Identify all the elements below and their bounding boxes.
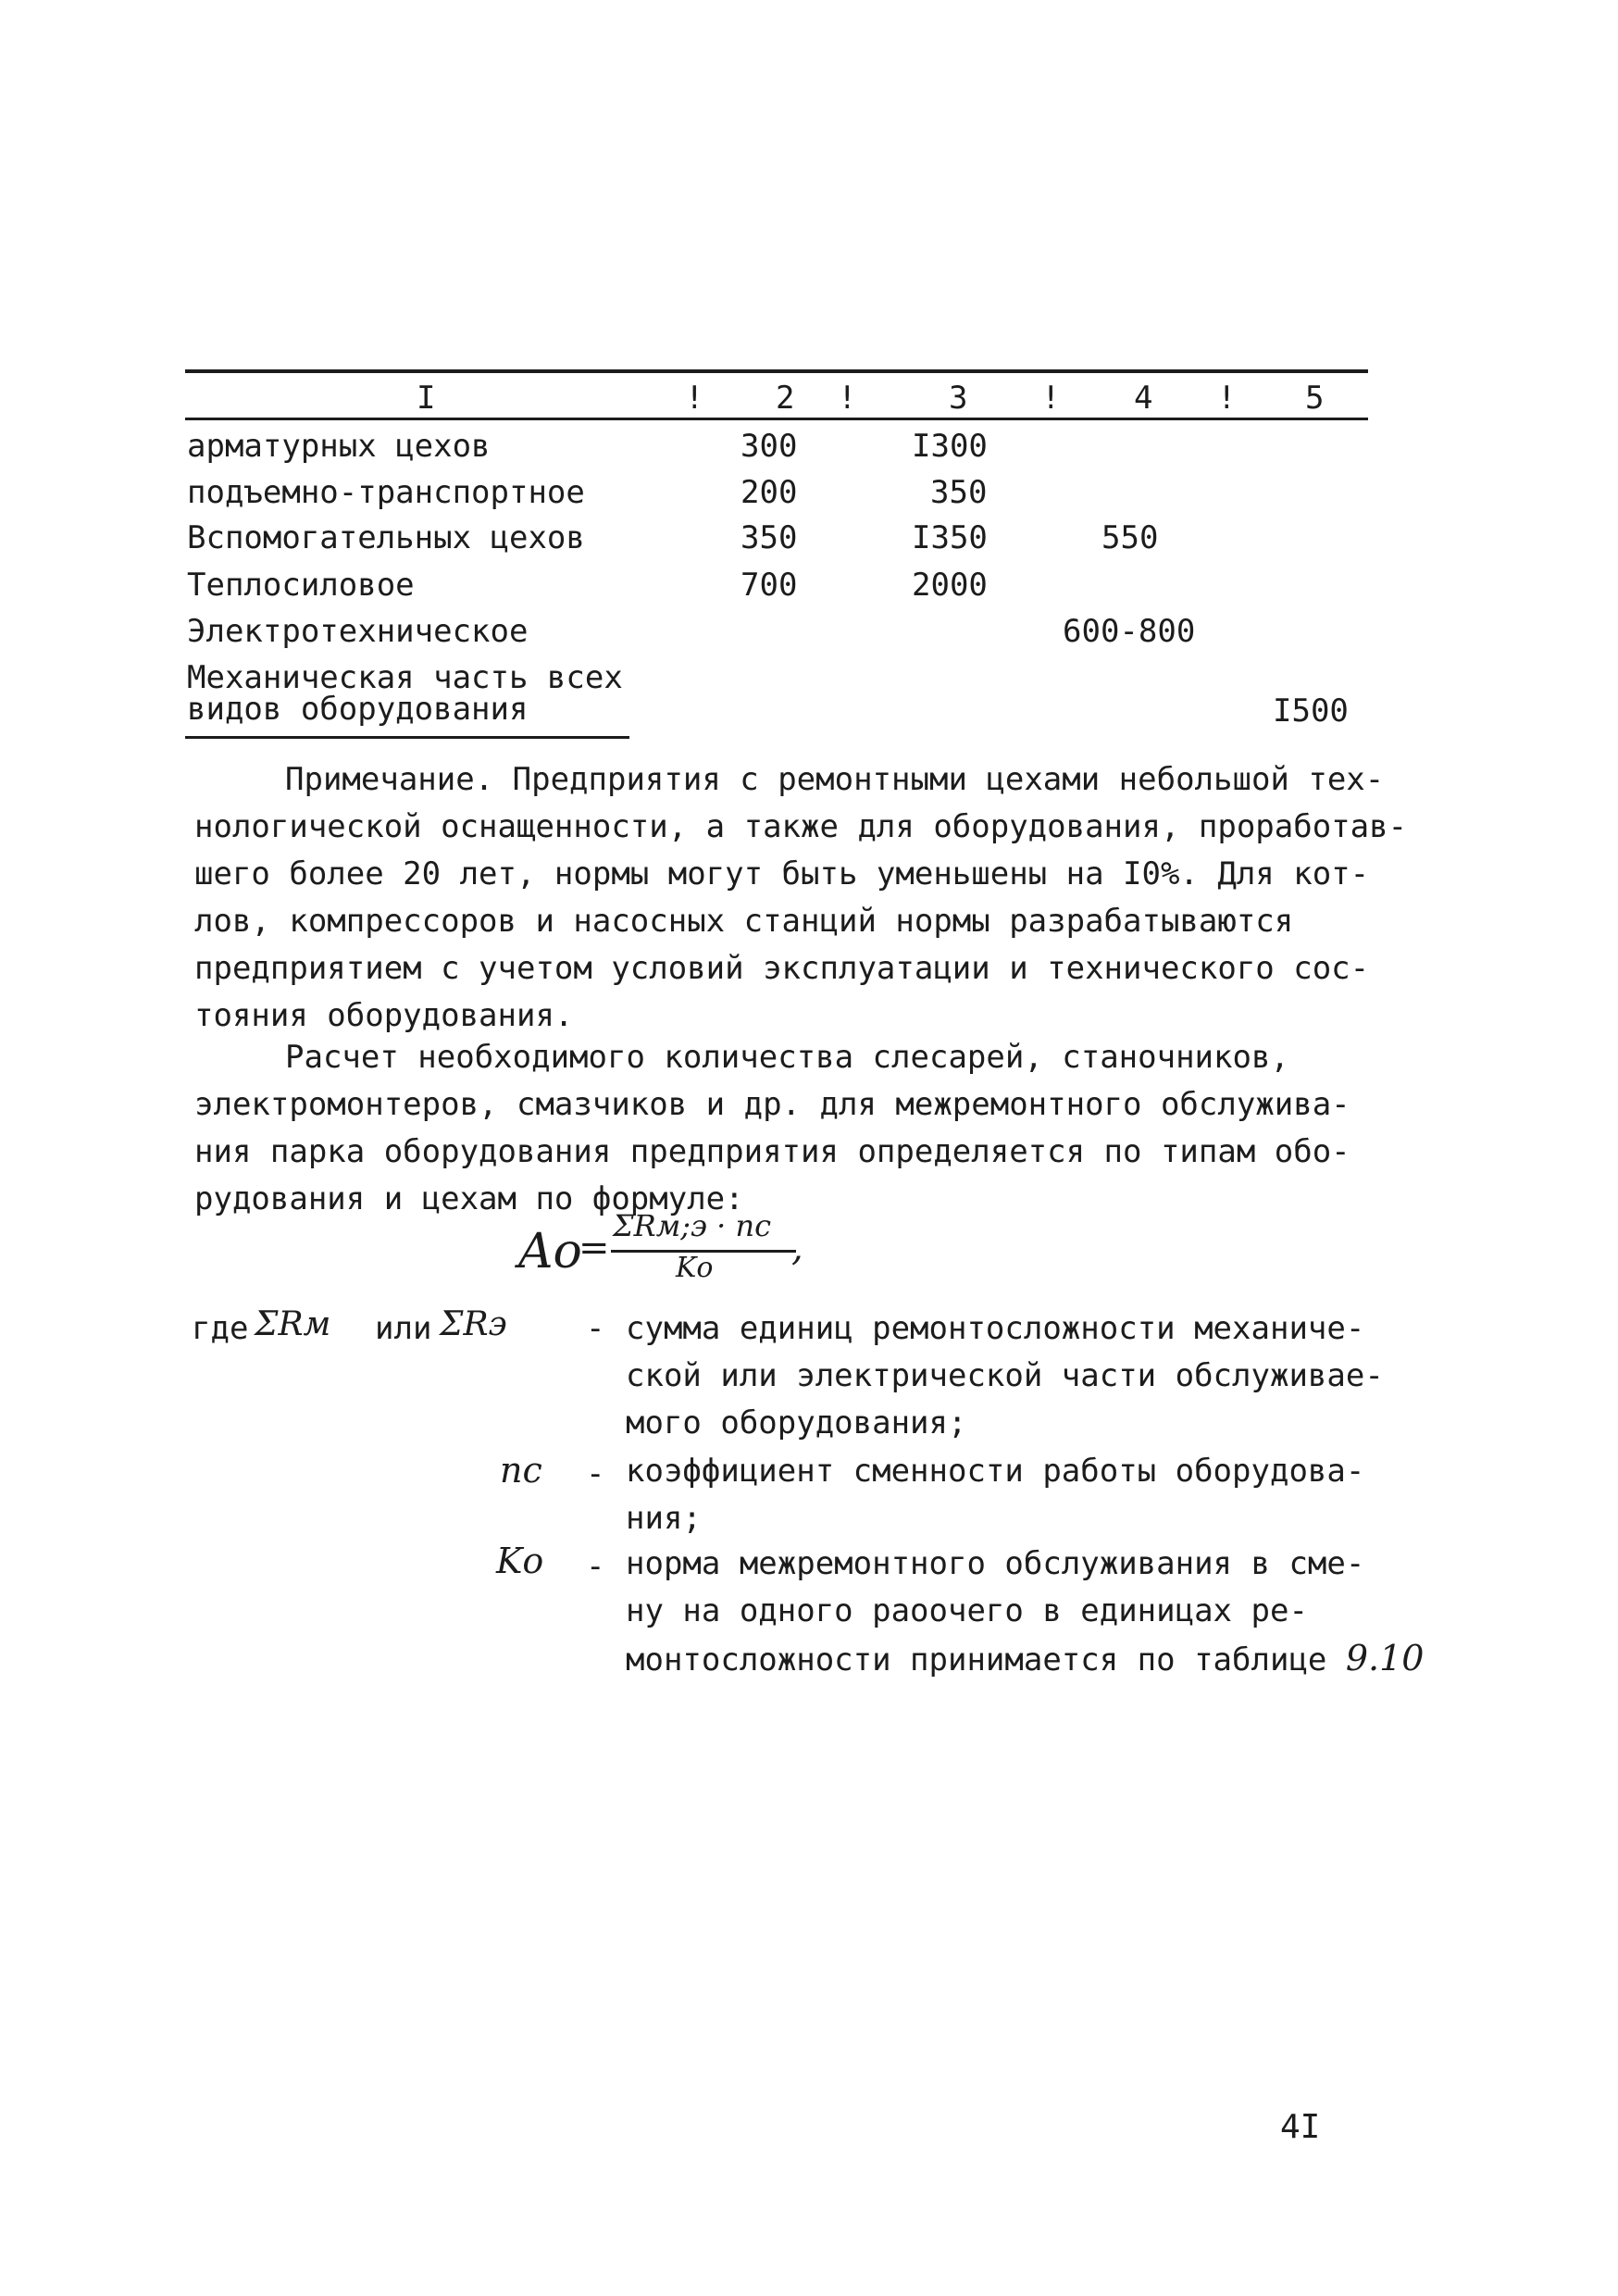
- definition-connector: или: [375, 1310, 432, 1347]
- row-label: Теплосиловое: [187, 567, 415, 604]
- header-separator: !: [1217, 380, 1237, 417]
- note-line: Примечание. Предприятия с ремонтными цехами небольшой тех-: [285, 761, 1385, 798]
- definition-text: [626, 1305, 1384, 1447]
- calc-line: ния парка оборудования предприятия определяется по типам обо-: [194, 1133, 1350, 1170]
- row-col-2: 200: [741, 474, 798, 511]
- formula-numerator: ΣRм;э · nс: [613, 1208, 771, 1243]
- row-col-3: I300: [912, 428, 988, 465]
- formula-equals: =: [579, 1227, 610, 1269]
- header-col-4: 4: [1134, 380, 1153, 417]
- table-bottom-rule: [185, 736, 629, 739]
- note-line: лов, компрессоров и насосных станций нормы разрабатываются: [194, 903, 1294, 940]
- definition-symbol: Kо: [496, 1541, 544, 1581]
- definition-text: [626, 1448, 1364, 1542]
- row-label: арматурных цехов: [187, 428, 491, 465]
- definition-dash: -: [586, 1548, 605, 1585]
- definition-line: ния;: [626, 1500, 702, 1537]
- row-label: подъемно-транспортное: [187, 474, 585, 511]
- definition-text: [626, 1541, 1424, 1684]
- header-separator: !: [685, 380, 704, 417]
- note-line: тояния оборудования.: [194, 997, 574, 1034]
- definition-dash: -: [586, 1310, 605, 1347]
- row-label: Электротехническое: [187, 613, 529, 650]
- row-col-5: I500: [1273, 693, 1349, 730]
- definition-symbol: ΣRм: [255, 1305, 331, 1343]
- row-col-2: 700: [741, 567, 798, 604]
- header-col-1: I: [417, 380, 436, 417]
- definition-line: [626, 1635, 1424, 1684]
- row-col-4: 600-800: [1063, 613, 1196, 650]
- row-label: Вспомогательных цехов: [187, 519, 585, 556]
- header-separator: !: [838, 380, 857, 417]
- row-col-4: 550: [1101, 519, 1159, 556]
- header-col-2: 2: [776, 380, 795, 417]
- note-line: нологической оснащенности, а также для оборудования, проработав-: [194, 808, 1408, 845]
- definition-line: мого оборудования;: [626, 1404, 967, 1441]
- formula-trailing-comma: ,: [791, 1227, 803, 1269]
- formula-lhs: Aо: [518, 1224, 582, 1279]
- header-col-3: 3: [949, 380, 968, 417]
- definition-prefix: где: [192, 1310, 249, 1347]
- page-number: 4I: [1280, 2108, 1321, 2146]
- definition-line-text: монтосложности принимается по таблице: [626, 1641, 1327, 1678]
- note-line: предприятием с учетом условий эксплуатации и технического сос-: [194, 950, 1370, 987]
- row-label-line-1: Механическая часть всех: [187, 659, 623, 696]
- definition-line: ну на одного раоочего в единицах ре-: [626, 1592, 1308, 1629]
- row-col-2: 300: [741, 428, 798, 465]
- row-col-3: 2000: [912, 567, 988, 604]
- row-col-3: I350: [912, 519, 988, 556]
- definition-line: сумма единиц ремонтосложности механиче-: [626, 1310, 1365, 1347]
- definition-symbol: ΣRэ: [440, 1305, 507, 1343]
- note-line: шего более 20 лет, нормы могут быть уменьшены на I0%. Для кот-: [194, 855, 1370, 892]
- calc-paragraph: [194, 1034, 1350, 1223]
- calc-line: рудования и цехам по формуле:: [194, 1180, 744, 1217]
- definition-symbol: nс: [500, 1450, 542, 1491]
- table-reference: 9.10: [1345, 1638, 1425, 1678]
- row-col-2: 350: [741, 519, 798, 556]
- header-col-5: 5: [1305, 380, 1325, 417]
- calc-line: Расчет необходимого количества слесарей, станочников,: [285, 1039, 1289, 1076]
- definition-line: ской или электрической части обслуживае-: [626, 1357, 1384, 1394]
- definition-dash: -: [586, 1455, 605, 1492]
- row-label-line-2: видов оборудования: [187, 691, 529, 728]
- table-top-rule: [185, 369, 1368, 373]
- calc-line: электромонтеров, смазчиков и др. для межремонтного обслужива-: [194, 1086, 1350, 1123]
- header-separator: !: [1041, 380, 1061, 417]
- formula-denominator: Kо: [676, 1252, 714, 1284]
- row-col-3: 350: [930, 474, 988, 511]
- definition-line: коэффициент сменности работы оборудова-: [626, 1453, 1365, 1490]
- table-header-rule: [185, 418, 1368, 420]
- note-paragraph: [194, 756, 1407, 1040]
- definition-line: норма межремонтного обслуживания в сме-: [626, 1545, 1365, 1582]
